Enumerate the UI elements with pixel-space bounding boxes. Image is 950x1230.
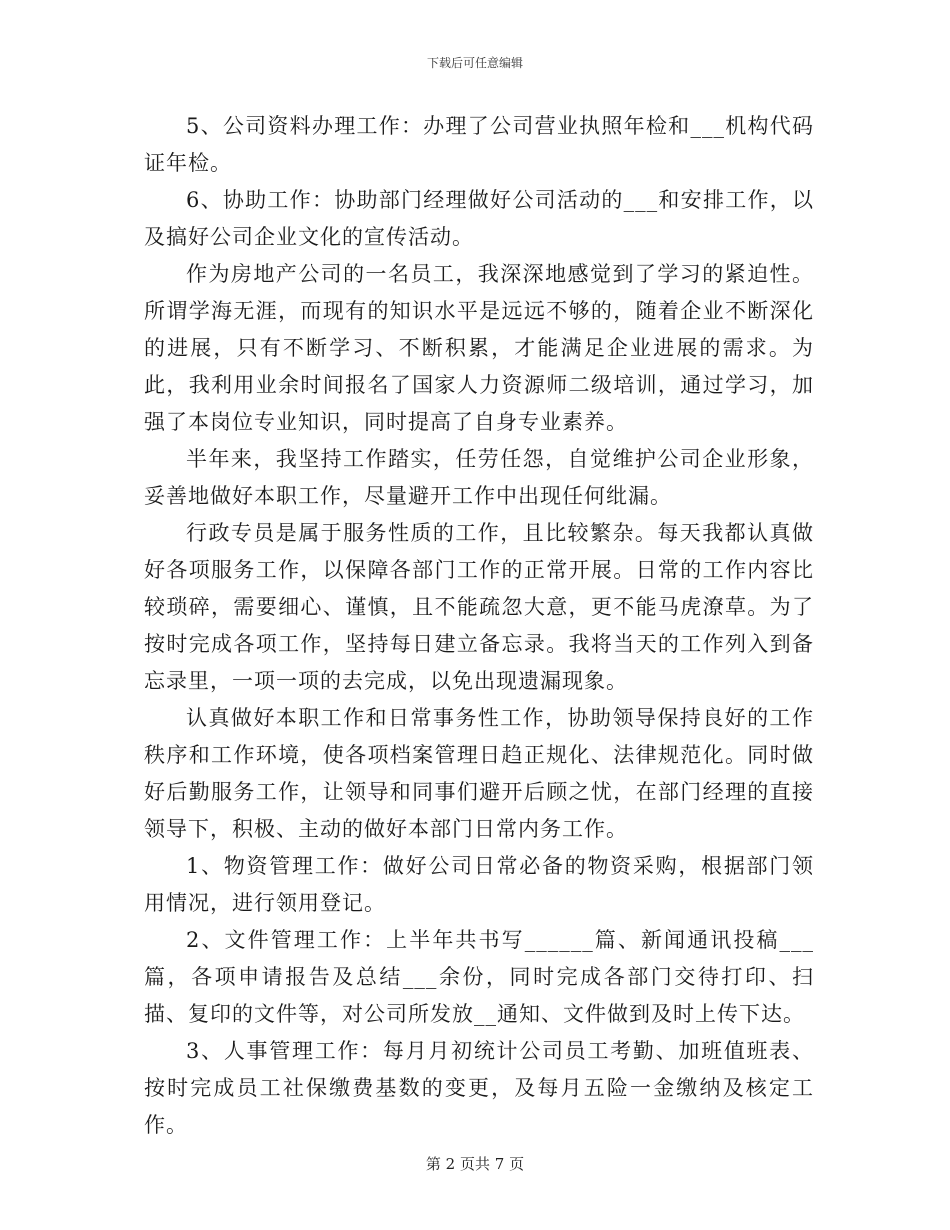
page-header: 下载后可任意编辑: [426, 56, 523, 70]
paragraph-daily-affairs: 认真做好本职工作和日常事务性工作，协助领导保持良好的工作秩序和工作环境，使各项档案管理日趋正规化、法律规范化。同时做好后勤服务工作，让领导和同事们避开后顾之忧，在部门经理的直接领导下，积极、主动的做好本部门日常内务工作。: [144, 706, 814, 841]
paragraph-learning: 作为房地产公司的一名员工，我深深地感觉到了学习的紧迫性。所谓学海无涯，而现有的知识水平是远远不够的，随着企业不断深化的进展，只有不断学习、不断积累，才能满足企业进展的需求。为此，我利用业余时间报名了国家人力资源师二级培训，通过学习，加强了本岗位专业知识，同时提高了自身专业素养。: [144, 262, 814, 434]
document-body: [144, 108, 814, 1144]
page-number-footer: 第 2 页共 7 页: [425, 1155, 525, 1173]
paragraph-item-6: 6、协助工作：协助部门经理做好公司活动的___和安排工作，以及搞好公司企业文化的宣传活动。: [144, 188, 814, 249]
paragraph-item-5: 5、公司资料办理工作：办理了公司营业执照年检和___机构代码证年检。: [144, 114, 814, 175]
paragraph-admin-specialist: 行政专员是属于服务性质的工作，且比较繁杂。每天我都认真做好各项服务工作，以保障各部门工作的正常开展。日常的工作内容比较琐碎，需要细心、谨慎，且不能疏忽大意，更不能马虎潦草。为了按时完成各项工作，坚持每日建立备忘录。我将当天的工作列入到备忘录里，一项一项的去完成，以免出现遗漏现象。: [144, 521, 814, 693]
paragraph-item-1: 1、物资管理工作：做好公司日常必备的物资采购，根据部门领用情况，进行领用登记。: [144, 854, 814, 915]
paragraph-half-year: 半年来，我坚持工作踏实，任劳任怨，自觉维护公司企业形象，妥善地做好本职工作，尽量避开工作中出现任何纰漏。: [144, 447, 814, 508]
paragraph-item-3: 3、人事管理工作：每月月初统计公司员工考勤、加班值班表、按时完成员工社保缴费基数的变更，及每月五险一金缴纳及核定工作。: [144, 1039, 814, 1137]
paragraph-item-2: 2、文件管理工作：上半年共书写______篇、新闻通讯投稿___篇，各项申请报告及总结___余份，同时完成各部门交待打印、扫描、复印的文件等，对公司所发放__通知、文件做到及时上传下达。: [144, 928, 814, 1026]
